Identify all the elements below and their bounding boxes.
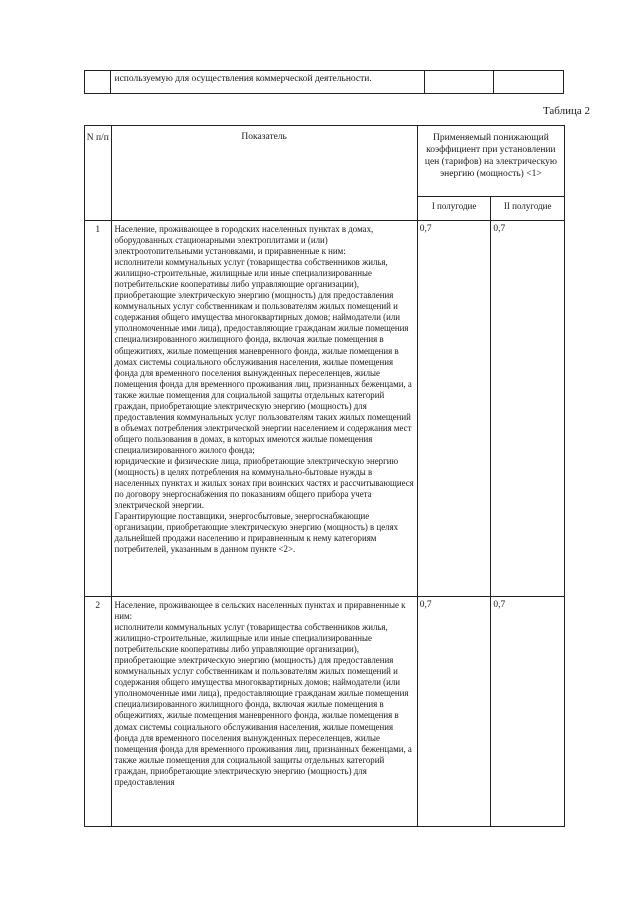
row-value-half2: 0,7 [491,597,565,827]
row-value-half2: 0,7 [491,221,565,597]
indicator-text: используемую для осуществления коммерческой деятельности. [114,74,372,84]
table-row [85,597,565,827]
header-indicator: Показатель [111,126,417,221]
row-value-half1: 0,7 [417,221,491,597]
num-cell [85,71,111,94]
paragraph: исполнители коммунальных услуг (товарищества собственников жилья, жилищно-строительные, жилищные или иные специализированные потребительские кооперативы либо управляющие организации), приобретающие электрическую энергию (мощность) для предоставления коммунальных услуг собственникам и пользователям жилых помещений и содержания общего имущества многоквартирных домов; наймодатели (или уполномоченные ими лица), предоставляющие гражданам жилые помещения специализированного жилищного фонда, включая жилые помещения в общежитиях, жилые помещения маневренного фонда, жилые помещения в домах системы социального обслуживания населения, жилые помещения фонда для временного поселения вынужденных переселенцев, жилые помещения фонда для временного проживания лиц, признанных беженцами, а также жилые помещения для социальной защиты отдельных категорий граждан, приобретающие электрическую энергию (мощность) для предоставления коммунальных услуг пользователям таких жилых помещений в объемах потребления электрической энергии населением и содержания мест общего пользования в домах, в которых имеются жилые помещения специализированного жилого фонда; [114,257,412,455]
row-indicator [111,221,417,597]
table-row [85,221,565,597]
previous-table-fragment [84,70,564,94]
row-num: 1 [85,221,112,597]
table-row [85,71,564,94]
paragraph: Гарантирующие поставщики, энергосбытовые, энергоснабжающие организации, приобретающие электрическую энергию (мощность) в целях дальнейшей продажи населению и приравненным к нему категориям потребителей, указанным в данном пункте <2>. [114,511,399,555]
header-half1: I полугодие [417,197,491,221]
paragraph: исполнители коммунальных услуг (товарищества собственников жилья, жилищно-строительные, жилищные или иные специализированные потребительские кооперативы либо управляющие организации), приобретающие электрическую энергию (мощность) для предоставления коммунальных услуг собственникам и пользователям жилых помещений и содержания общего имущества многоквартирных домов; наймодатели (или уполномоченные ими лица), предоставляющие гражданам жилые помещения специализированного жилищного фонда, включая жилые помещения в общежитиях, жилые помещения маневренного фонда, жилые помещения в домах системы социального обслуживания населения, жилые помещения фонда для временного поселения вынужденных переселенцев, жилые помещения фонда для временного проживания лиц, признанных беженцами, а также жилые помещения для социальной защиты отдельных категорий граждан, приобретающие электрическую энергию (мощность) для предоставления [114,622,412,787]
header-coefficient: Применяемый понижающий коэффициент при установлении цен (тарифов) на электрическую энергию (мощность) <1> [417,126,564,197]
row-num: 2 [85,597,112,827]
paragraph: юридические и физические лица, приобретающие электрическую энергию (мощность) в целях потребления на коммунально-бытовые нужды в населенных пунктах и жилых зонах при воинских частях и рассчитывающиеся по договору энергоснабжения по показаниям общего прибора учета электрической энергии. [114,455,414,511]
indicator-cell [111,71,424,94]
row-value-half1: 0,7 [417,597,491,827]
paragraph: Население, проживающее в городских населенных пунктах в домах, оборудованных стационарными электроплитами и (или) электроотопительными установками, и приравненные к ним: [114,224,374,257]
paragraph: Население, проживающее в сельских населенных пунктах и приравненные к ним: [114,600,406,622]
table-label: Таблица 2 [542,105,590,117]
header-half2: II полугодие [491,197,565,221]
table-header-row [85,126,565,197]
value-cell-half1 [424,71,494,94]
coefficient-table [84,125,565,827]
header-num: N п/п [85,126,112,221]
value-cell-half2 [494,71,564,94]
row-indicator [111,597,417,827]
